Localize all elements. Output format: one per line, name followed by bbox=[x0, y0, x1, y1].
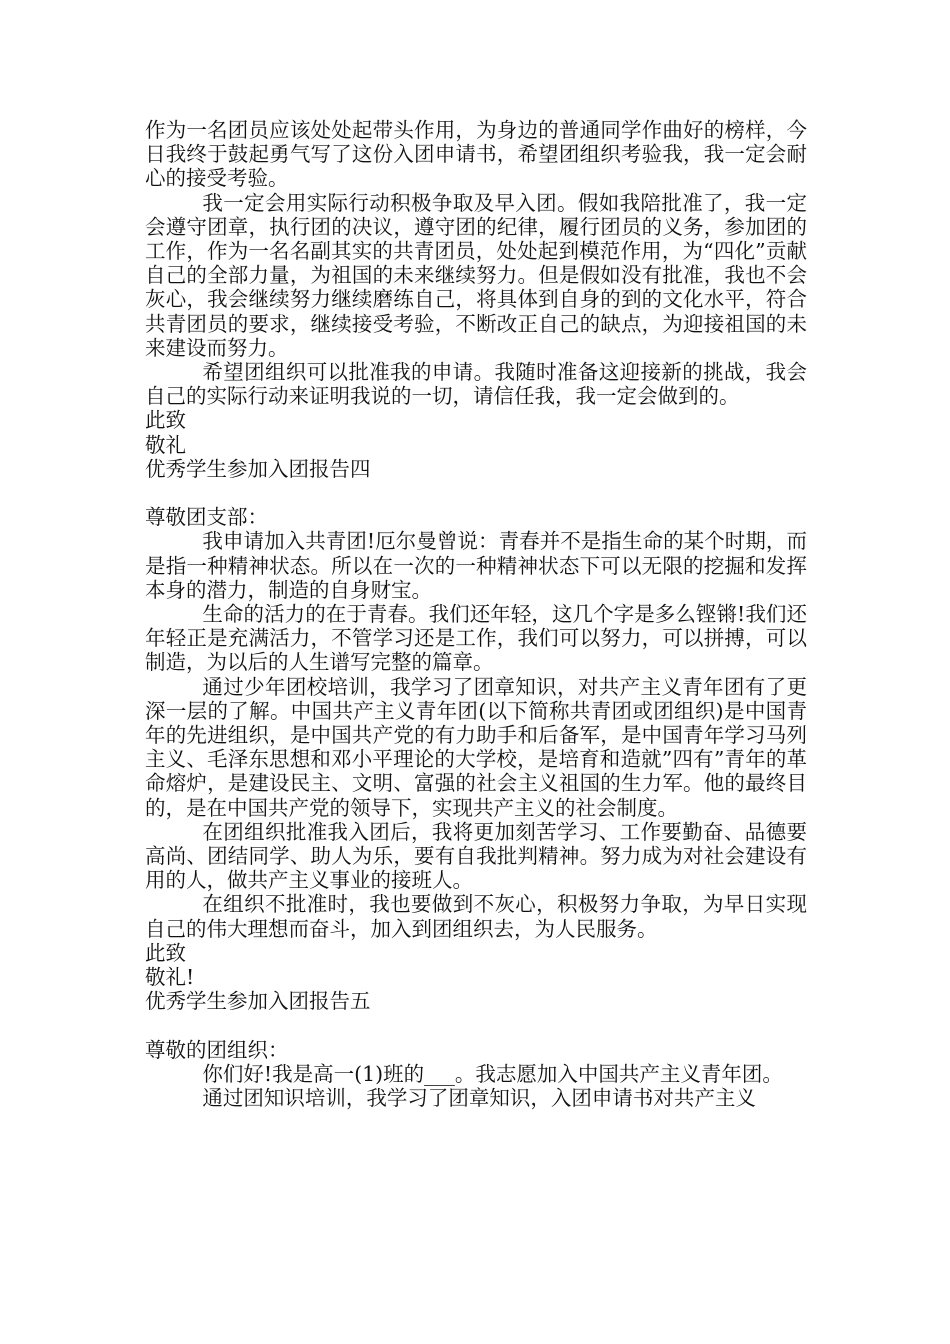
paragraph: 我申请加入共青团!厄尔曼曾说：青春并不是指生命的某个时期，而是指一种精神状态。所以在一次的一种精神状态下可以无限的挖掘和发挥本身的潜力，制造的自身财宝。 bbox=[145, 529, 807, 602]
blank-line bbox=[145, 481, 807, 505]
paragraph: 在组织不批准时，我也要做到不灰心，积极努力争取，为早日实现自己的伟大理想而奋斗，加入到团组织去，为人民服务。 bbox=[145, 892, 807, 941]
closing-line: 敬礼! bbox=[145, 965, 195, 990]
document-body bbox=[145, 118, 807, 1110]
paragraph: 通过少年团校培训，我学习了团章知识，对共产主义青年团有了更深一层的了解。中国共产主义青年团(以下简称共青团或团组织)是中国青年的先进组织，是中国共产党的有力助手和后备军，是中国青年学习马列主义、毛泽东思想和邓小平理论的大学校，是培育和造就”四有”青年的革命熔炉，是建设民主、文明、富强的社会主义祖国的生力军。他的最终目的，是在中国共产党的领导下，实现共产主义的社会制度。 bbox=[145, 674, 807, 820]
paragraph: 希望团组织可以批准我的申请。我随时准备这迎接新的挑战，我会自己的实际行动来证明我说的一切，请信任我，我一定会做到的。 bbox=[145, 360, 807, 409]
blank-line bbox=[145, 1014, 807, 1038]
section-heading: 优秀学生参加入团报告五 bbox=[145, 989, 371, 1014]
paragraph: 我一定会用实际行动积极争取及早入团。假如我陪批准了，我一定会遵守团章，执行团的决议，遵守团的纪律，履行团员的义务，参加团的工作，作为一名名副其实的共青团员，处处起到模范作用，为“四化”贡献自己的全部力量，为祖国的未来继续努力。但是假如没有批准，我也不会灰心，我会继续努力继续磨练自己，将具体到自身的到的文化水平，符合共青团员的要求，继续接受考验，不断改正自己的缺点，为迎接祖国的未来建设而努力。 bbox=[145, 190, 807, 360]
paragraph: 通过团知识培训，我学习了团章知识，入团申请书对共产主义 bbox=[202, 1086, 756, 1111]
paragraph: 作为一名团员应该处处起带头作用，为身边的普通同学作曲好的榜样，今日我终于鼓起勇气写了这份入团申请书，希望团组织考验我，我一定会耐心的接受考验。 bbox=[145, 118, 807, 191]
salutation: 尊敬的团组织： bbox=[145, 1037, 289, 1062]
paragraph: 你们好!我是高一(1)班的___。我志愿加入中国共产主义青年团。 bbox=[202, 1061, 783, 1086]
salutation: 尊敬团支部： bbox=[145, 505, 268, 530]
section-heading: 优秀学生参加入团报告四 bbox=[145, 456, 371, 481]
paragraph: 在团组织批准我入团后，我将更加刻苦学习、工作要勤奋、品德要高尚、团结同学、助人为乐，要有自我批判精神。努力成为对社会建设有用的人，做共产主义事业的接班人。 bbox=[145, 819, 807, 893]
paragraph: 生命的活力的在于青春。我们还年轻，这几个字是多么铿锵!我们还年轻正是充满活力，不管学习还是工作，我们可以努力，可以拼搏，可以制造，为以后的人生谱写完整的篇章。 bbox=[145, 602, 807, 675]
closing-line: 敬礼 bbox=[145, 432, 186, 457]
closing-line: 此致 bbox=[145, 408, 186, 433]
closing-line: 此致 bbox=[145, 940, 186, 965]
